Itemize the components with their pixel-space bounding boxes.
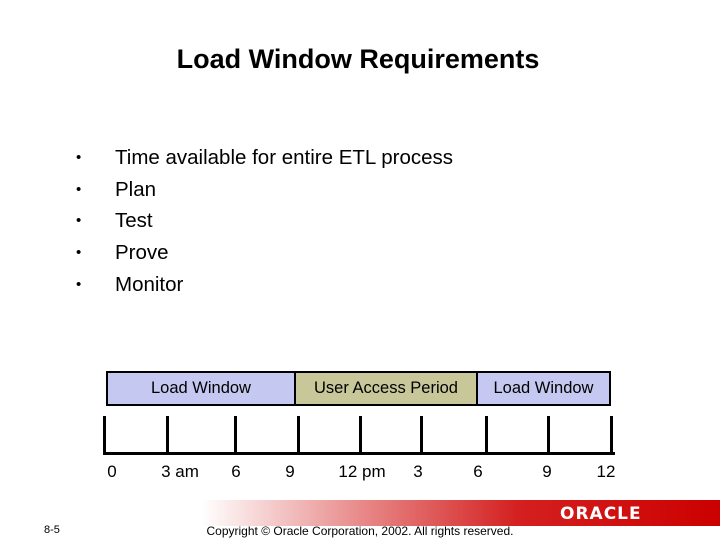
hour-label: 12 [596, 462, 616, 481]
timeline-tick [297, 416, 300, 452]
load-window-band-night: Load Window [476, 371, 611, 406]
slide-title: Load Window Requirements [176, 44, 540, 74]
oracle-logo: ORACLE [560, 504, 642, 524]
timeline-tick [547, 416, 550, 452]
bullet-glyph: • [76, 180, 82, 198]
hour-label: 3 [413, 462, 423, 481]
hour-label: 6 [473, 462, 483, 481]
hour-label: 12 pm [338, 462, 386, 481]
bullet-glyph: • [76, 244, 82, 262]
timeline-tick [234, 416, 237, 452]
bullet-glyph: • [76, 149, 82, 166]
hour-label: 9 [285, 462, 295, 481]
hour-label: 0 [107, 462, 117, 481]
page-number: 8-5 [44, 524, 60, 536]
bullet-glyph: • [76, 212, 82, 230]
bullet-text: Prove [115, 241, 169, 265]
user-access-period-band: User Access Period [294, 371, 478, 406]
timeline-tick [610, 416, 613, 452]
bullet-glyph: • [76, 275, 82, 293]
bullet-item [68, 205, 453, 237]
timeline-tick [103, 416, 106, 452]
copyright-notice: Copyright © Oracle Corporation, 2002. All rights reserved. [206, 524, 514, 538]
timeline-ruler [103, 416, 615, 458]
timeline-tick [359, 416, 362, 452]
timeline-tick [485, 416, 488, 452]
timeline-tick [420, 416, 423, 452]
bullet-item [68, 174, 453, 206]
hour-label: 6 [231, 462, 241, 481]
timeline-tick [166, 416, 169, 452]
bullet-text: Test [115, 209, 153, 233]
hour-label: 3 am [161, 462, 199, 481]
bullet-item [68, 237, 453, 269]
bullet-item [68, 142, 453, 174]
bullet-item [68, 269, 453, 301]
load-window-band-morning: Load Window [106, 371, 296, 406]
bullet-text: Plan [115, 177, 157, 201]
hour-label: 9 [542, 462, 552, 481]
timeline-baseline [103, 452, 615, 455]
bullet-list [68, 142, 453, 300]
bullet-text: Monitor [115, 272, 184, 296]
bullet-text: Time available for entire ETL process [115, 146, 454, 169]
